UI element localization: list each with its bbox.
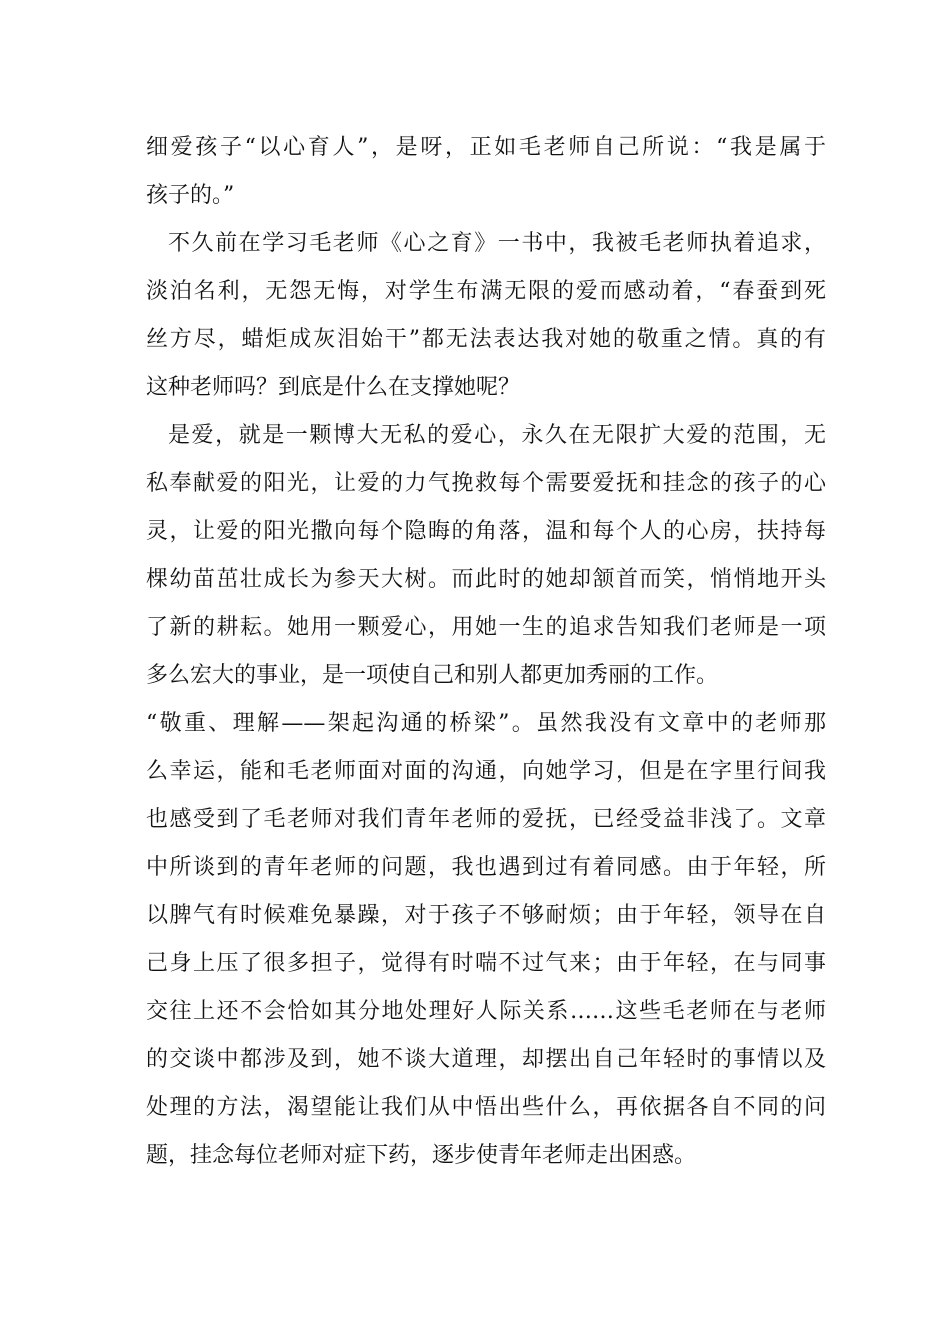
text-line: 灵，让爱的阳光撒向每个隐晦的角落，温和每个人的心房，扶持每 [146, 519, 826, 544]
text-line: 丝方尽，蜡炬成灰泪始干”都无法表达我对她的敬重之情。真的有 [146, 327, 826, 352]
text-line: 么幸运，能和毛老师面对面的沟通，向她学习，但是在字里行间我 [146, 759, 826, 784]
text-line: 了新的耕耘。她用一颗爱心，用她一生的追求告知我们老师是一项 [146, 615, 826, 640]
text-line: 交往上还不会恰如其分地处理好人际关系……这些毛老师在与老师 [146, 999, 826, 1024]
text-line: 不久前在学习毛老师《心之育》一书中，我被毛老师执着追求， [168, 231, 826, 256]
text-line: “敬重、理解——架起沟通的桥梁”。虽然我没有文章中的老师那 [146, 711, 826, 736]
text-line: 私奉献爱的阳光，让爱的力气挽救每个需要爱抚和挂念的孩子的心 [146, 471, 826, 496]
document-body [146, 124, 826, 1180]
text-line: 的交谈中都涉及到，她不谈大道理，却摆出自己年轻时的事情以及 [146, 1047, 826, 1072]
text-line: 是爱，就是一颗博大无私的爱心，永久在无限扩大爱的范围，无 [168, 423, 826, 448]
text-line: 棵幼苗茁壮成长为参天大树。而此时的她却颔首而笑，悄悄地开头 [146, 567, 826, 592]
text-line: 多么宏大的事业，是一项使自己和别人都更加秀丽的工作。 [146, 663, 719, 688]
text-line: 这种老师吗？到底是什么在支撑她呢？ [146, 375, 521, 400]
text-line: 题，挂念每位老师对症下药，逐步使青年老师走出困惑。 [146, 1143, 697, 1168]
text-line: 细爱孩子“以心育人”，是呀，正如毛老师自己所说：“我是属于 [146, 135, 826, 160]
text-line: 也感受到了毛老师对我们青年老师的爱抚，已经受益非浅了。文章 [146, 807, 826, 832]
text-line: 己身上压了很多担子，觉得有时喘不过气来；由于年轻，在与同事 [146, 951, 826, 976]
text-line: 以脾气有时候难免暴躁，对于孩子不够耐烦；由于年轻，领导在自 [146, 903, 826, 928]
text-line: 处理的方法，渴望能让我们从中悟出些什么，再依据各自不同的问 [146, 1095, 826, 1120]
text-line: 孩子的。” [146, 183, 235, 208]
text-line: 中所谈到的青年老师的问题，我也遇到过有着同感。由于年轻，所 [146, 855, 826, 880]
text-line: 淡泊名利，无怨无悔，对学生布满无限的爱而感动着，“春蚕到死 [146, 279, 826, 304]
